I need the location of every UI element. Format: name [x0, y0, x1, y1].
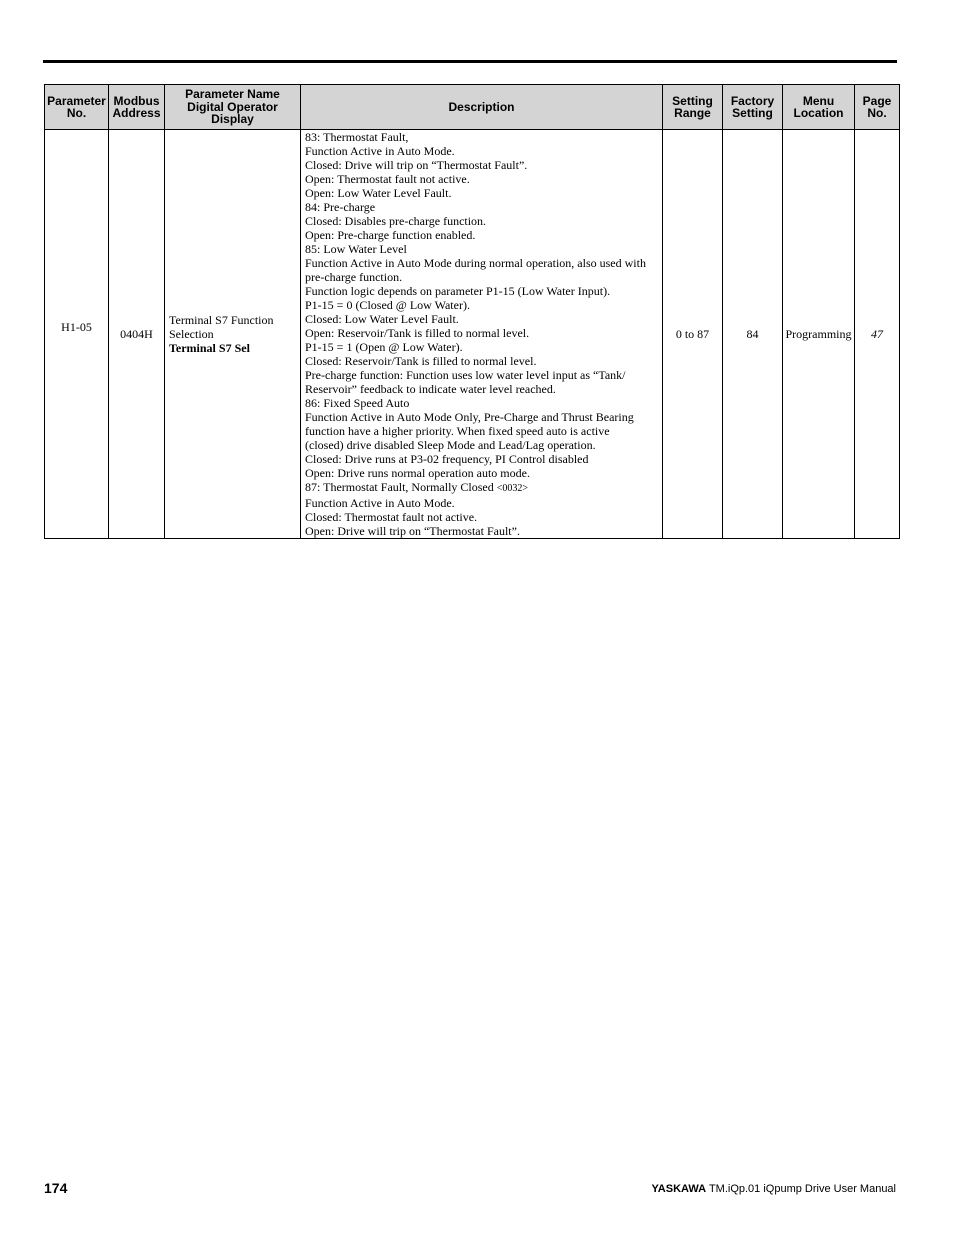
description-line: Closed: Low Water Level Fault.: [305, 312, 459, 326]
header-page-no: Page No.: [855, 85, 900, 130]
revision-ref: <0032>: [496, 483, 529, 494]
description-line: Closed: Drive runs at P3-02 frequency, PI Control disabled: [305, 452, 589, 466]
header-setting-range: Setting Range: [663, 85, 723, 130]
table-row: [45, 130, 900, 539]
description-line: Function logic depends on parameter P1-15 (Low Water Input).: [305, 284, 611, 298]
description-line: Open: Thermostat fault not active.: [305, 172, 470, 186]
cell-modbus-address: 0404H: [109, 130, 165, 539]
description-line: Pre-charge function: Function uses low water level input as “Tank/: [305, 368, 626, 382]
header-factory-setting: Factory Setting: [723, 85, 783, 130]
operator-display-name: Terminal S7 Sel: [169, 341, 250, 355]
description-line: Open: Pre-charge function enabled.: [305, 228, 476, 242]
description-line: (closed) drive disabled Sleep Mode and Lead/Lag operation.: [305, 438, 596, 452]
parameter-name-line: Terminal S7 Function: [169, 313, 274, 327]
description-line: P1-15 = 0 (Closed @ Low Water).: [305, 298, 470, 312]
description-tail-lines: [305, 496, 658, 538]
description-line: pre-charge function.: [305, 270, 403, 284]
cell-page-link[interactable]: 47: [855, 130, 900, 539]
cell-setting-range: 0 to 87: [663, 130, 723, 539]
header-description: Description: [301, 85, 663, 130]
brand-name: YASKAWA: [651, 1183, 707, 1195]
cell-parameter-name: [165, 130, 301, 539]
description-line: 83: Thermostat Fault,: [305, 130, 409, 144]
description-line: Closed: Reservoir/Tank is filled to normal level.: [305, 354, 537, 368]
description-line: Open: Drive runs normal operation auto mode.: [305, 466, 530, 480]
description-line: P1-15 = 1 (Open @ Low Water).: [305, 340, 463, 354]
description-line: 86: Fixed Speed Auto: [305, 396, 410, 410]
cell-description: [301, 130, 663, 539]
description-line: 85: Low Water Level: [305, 242, 407, 256]
header-parameter-no: Parameter No.: [45, 85, 109, 130]
parameter-name-line: Selection: [169, 327, 214, 341]
parameter-table: [44, 84, 900, 539]
description-line: Open: Drive will trip on “Thermostat Fault”.: [305, 524, 520, 538]
cell-menu-location: Programming: [783, 130, 855, 539]
description-line: Open: Low Water Level Fault.: [305, 186, 452, 200]
header-menu-location: Menu Location: [783, 85, 855, 130]
description-line: function have a higher priority. When fixed speed auto is active: [305, 424, 610, 438]
description-line: 87: Thermostat Fault, Normally Closed <0032>: [305, 480, 529, 494]
description-line: Closed: Thermostat fault not active.: [305, 510, 478, 524]
cell-parameter-no: H1-05: [45, 130, 109, 539]
description-line: Closed: Drive will trip on “Thermostat Fault”.: [305, 158, 528, 172]
cell-factory-setting: 84: [723, 130, 783, 539]
description-line: Function Active in Auto Mode.: [305, 496, 455, 510]
header-rule: [43, 60, 897, 63]
description-line: Function Active in Auto Mode.: [305, 144, 455, 158]
table-header-row: [45, 85, 900, 130]
page-number: 174: [44, 1180, 68, 1196]
description-line: Closed: Disables pre-charge function.: [305, 214, 487, 228]
header-parameter-name: Parameter Name Digital Operator Display: [165, 85, 301, 130]
description-line: Function Active in Auto Mode during normal operation, also used with: [305, 256, 646, 270]
description-line: Reservoir” feedback to indicate water level reached.: [305, 382, 556, 396]
footer-manual-title: [651, 1183, 896, 1195]
manual-name: TM.iQp.01 iQpump Drive User Manual: [708, 1183, 896, 1195]
description-line: Open: Reservoir/Tank is filled to normal level.: [305, 326, 530, 340]
description-line: Function Active in Auto Mode Only, Pre-Charge and Thrust Bearing: [305, 410, 634, 424]
description-line: 84: Pre-charge: [305, 200, 376, 214]
header-modbus-address: Modbus Address: [109, 85, 165, 130]
description-lines: [305, 130, 658, 480]
